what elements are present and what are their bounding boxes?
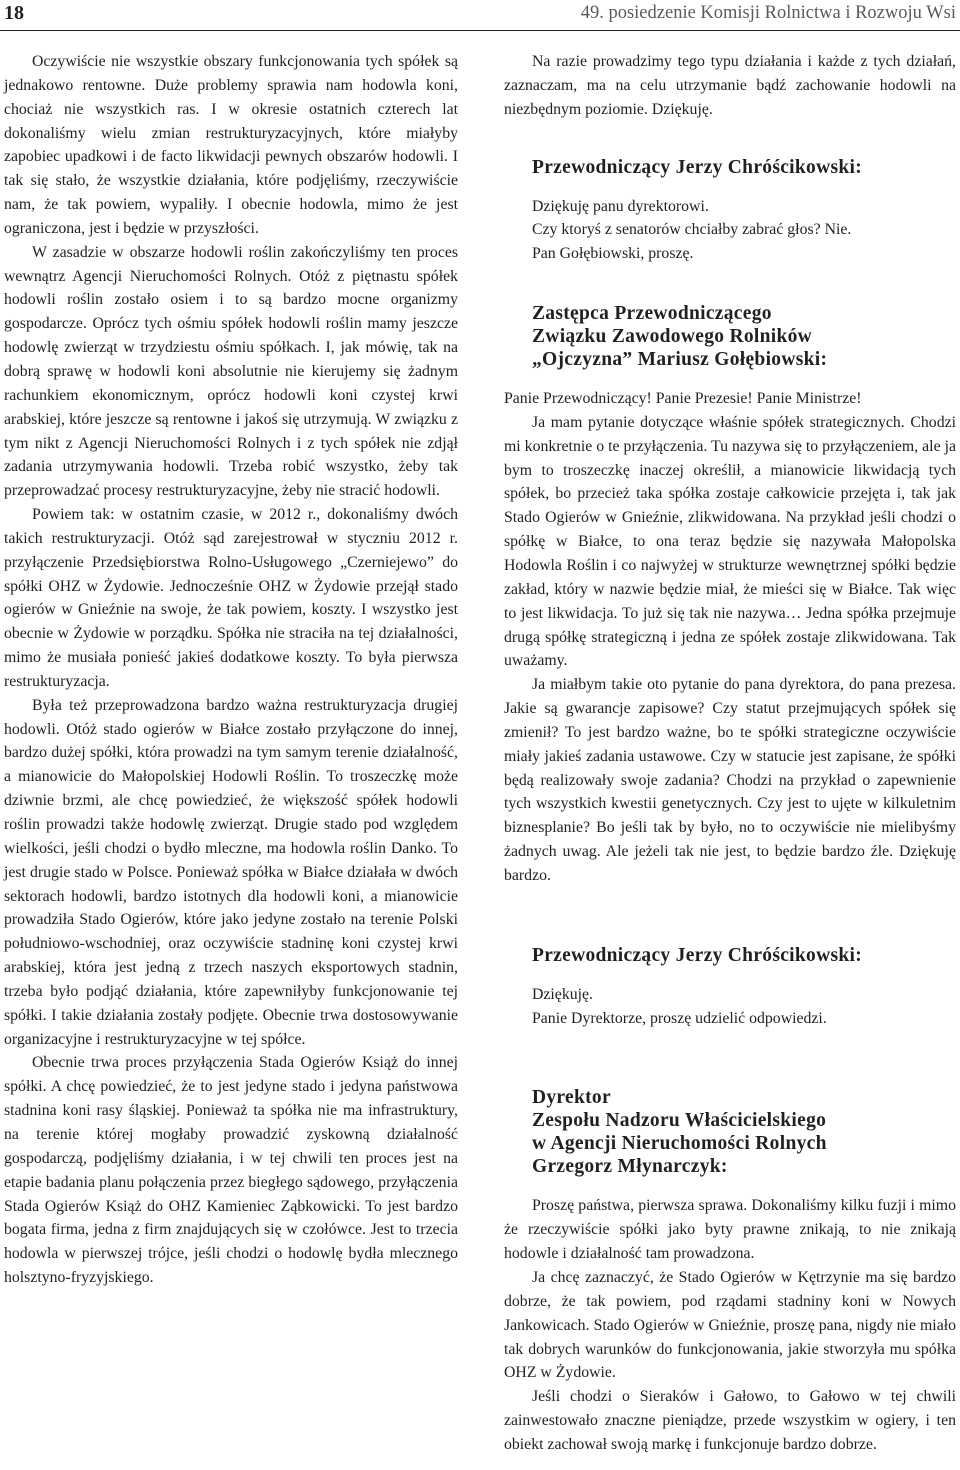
header-rule	[0, 30, 960, 31]
speaker-name: Przewodniczący Jerzy Chróścikowski:	[532, 156, 863, 178]
paragraph: Oczywiście nie wszystkie obszary funkcjonowania tych spółek są jednakowo rentowne. Duże problemy sprawia nam hodowla koni, chociaż nie wszystkich ras. I w okresie ostatnich czterech lat dokonaliśmy wielu zmian restrukturyzacyjnych, które miałyby zapobiec upadkowi i de facto likwidacji pewnych obszarów hodowli. I tak się stało, że wszystkie działania, które podjęliśmy, rzeczywiście nam, że tak powiem, wypaliły. I obecnie hodowla, mimo że jest ograniczona, jest i będzie w przyszłości.	[4, 53, 458, 237]
page-number: 18	[4, 2, 24, 24]
left-column	[4, 50, 458, 1290]
speaker-name-line: Związku Zawodowego Rolników	[532, 326, 813, 348]
speaker-heading	[504, 1086, 956, 1178]
speaker-heading	[504, 302, 956, 371]
paragraph: Na razie prowadzimy tego typu działania i każde z tych działań, zaznaczam, ma na celu utrzymanie bądź zachowanie hodowli na niezbędnym poziomie. Dziękuję.	[504, 53, 956, 118]
statement-line: Czy ktoryś z senatorów chciałby zabrać głos? Nie.	[532, 221, 852, 239]
paragraph: Powiem tak: w ostatnim czasie, w 2012 r., dokonaliśmy dwóch takich restrukturyzacji. Otóż sąd zarejestrował w styczniu 2012 r. przyłączenie Przedsiębiorstwa Rolno-Usługowego „Czerniejewo” do spółki OHZ w Żydowie. Jednocześnie OHZ w Żydowie przejął stado ogierów w Gnieźnie na swoje, że tak powiem, koszty. I wszystko jest obecnie w Żydowie w porządku. Spółka nie straciła na tej działalności, mimo że musiała ponieść jakieś dodatkowe koszty. To była pierwsza restrukturyzacja.	[4, 506, 458, 690]
page-header	[0, 0, 960, 32]
paragraph: Proszę państwa, pierwsza sprawa. Dokonaliśmy kilku fuzji i mimo że rzeczywiście spółki jako byty prawne znikają, to nie znikają hodowle i działalność tam prowadzona.	[504, 1197, 956, 1263]
speaker-heading	[504, 944, 956, 967]
speaker-name-line: w Agencji Nieruchomości Rolnych	[532, 1133, 827, 1155]
speaker-name-line: Zastępca Przewodniczącego	[532, 303, 772, 325]
paragraph: Panie Przewodniczący! Panie Prezesie! Panie Ministrze!	[504, 390, 862, 408]
paragraph: Jeśli chodzi o Sieraków i Gałowo, to Gałowo w tej chwili zainwestowało znaczne pieniądze, przede wszystkim w ogiery, i ten obiekt zachował swoją markę i funkcjonuje bardzo dobrze.	[504, 1388, 956, 1453]
right-column	[504, 50, 956, 1457]
statement-line: Panie Dyrektorze, proszę udzielić odpowiedzi.	[532, 1009, 827, 1027]
speaker-name-line: Dyrektor	[532, 1087, 611, 1109]
paragraph: W zasadzie w obszarze hodowli roślin zakończyliśmy ten proces wewnątrz Agencji Nieruchomości Rolnych. Otóż z piętnastu spółek hodowli roślin zostało osiem i to są bardzo mocne organizmy gospodarcze. Oprócz tych ośmiu spółek hodowli roślin mamy jeszcze hodowlę zwierząt w trzydziestu ośmiu spółkach. I, jak mówię, tak na dobrą sprawę w hodowli koni absolutnie nie kierujemy się żadnym rachunkiem ekonomicznym, oprócz hodowli koni czystej krwi arabskiej, które jeszcze są rentowne i jakoś się utrzymują. W związku z tym nikt z Agencji Nieruchomości Rolnych i z tych spółek nie zdjął zadania utrzymywania hodowli. Trzeba robić wszystko, żeby tak przeprowadzać procesy restrukturyzacyjne, żeby nie stracić hodowli.	[4, 243, 458, 500]
speaker-name-line: Zespołu Nadzoru Właścicielskiego	[532, 1110, 827, 1132]
paragraph: Ja miałbym takie oto pytanie do pana dyrektora, do pana prezesa. Jakie są gwarancje zapisowe? Czy statut przejmujących spółek się zmienił? To jest bardzo ważne, bo te spółki strategiczne oczywiście miały jakieś zadania ustawowe. Czy w statucie jest zapisane, że spółki będą realizowały swoje zadania? Chodzi na przykład o zapewnienie tych wszystkich kwestii genetycznych. Czy jest to ujęte w kilkuletnim biznesplanie? Bo jeśli tak by było, no to oczywiście nie mielibyśmy żadnych uwag. Ale jeżeli tak nie jest, to będzie bardzo źle. Dziękuję bardzo.	[504, 676, 956, 884]
statement-line: Pan Gołębiowski, proszę.	[532, 245, 694, 263]
speaker-name-line: Grzegorz Młynarczyk:	[532, 1156, 728, 1178]
speaker-heading	[504, 156, 956, 179]
paragraph: Ja mam pytanie dotyczące właśnie spółek strategicznych. Chodzi mi konkretnie o te przyłączenia. Tu nazywa się to przyłączeniem, ale ja bym to troszeczkę inaczej określił, a mianowicie likwidacją tych spółek, bo przecież taka spółka zostaje całkowicie przejęta i, tak jak Stado Ogierów w Gnieźnie, zlikwidowana. Na przykład jeśli chodzi o spółkę w Białce, to ona teraz będzie się nazywała Małopolska Hodowla Roślin i co najwyżej w strukturze wewnętrznej spółki będzie zakład, który w nazwie będzie miał, że mieści się w Białce. Tak więc to jest likwidacja. To już się tak nie nazywa… Jedna spółka przejmuje drugą spółkę strategiczną i jedna ze spółek zostaje zlikwidowana. Tak uważamy.	[504, 413, 956, 670]
statement-line: Dziękuję panu dyrektorowi.	[532, 197, 709, 215]
statement-line: Dziękuję.	[532, 985, 593, 1003]
speaker-name-line: „Ojczyzna” Mariusz Gołębiowski:	[532, 349, 828, 371]
speaker-name: Przewodniczący Jerzy Chróścikowski:	[532, 944, 863, 966]
paragraph: Była też przeprowadzona bardzo ważna restrukturyzacja drugiej hodowli. Otóż stado ogierów w Białce zostało przyłączone do innej, bardzo dużej spółki, która prowadzi na tym samym terenie działalność, a mianowicie do Małopolskiej Hodowli Roślin. To troszeczkę może dziwnie brzmi, ale chcę powiedzieć, że większość spółek hodowli roślin prowadzi także hodowlę zwierząt. Drugie stado pod względem wielkości, jeśli chodzi o bydło mleczne, ma hodowla roślin Danko. To jest drugie stado w Polsce. Ponieważ spółka w Białce działała w dwóch sektorach hodowli, bardzo istotnych dla hodowli koni, a mianowicie prowadziła Stado Ogierów, które jako jedyne zostało na terenie Polski południowo-wschodniej, oraz oczywiście stadninę koni czystej krwi arabskiej, która jest jedną z trzech naszych eksportowych stadnin, trzeba było podjąć działania, które zapewniłyby funkcjonowanie tej spółki. I takie działania zostały podjęte. Obecnie trwa dostosowywanie organizacyjne i restrukturyzacyjne w tej spółce.	[4, 696, 458, 1048]
running-head: 49. posiedzenie Komisji Rolnictwa i Rozwoju Wsi	[580, 3, 956, 23]
paragraph: Ja chcę zaznaczyć, że Stado Ogierów w Kętrzynie ma się bardzo dobrze, że tak powiem, pod rządami stadniny koni w Nowych Jankowicach. Stado Ogierów w Gnieźnie, proszę pana, nigdy nie miało tak dobrych warunków do funkcjonowania, jakie stworzyła mu spółka OHZ w Żydowie.	[504, 1269, 956, 1382]
paragraph: Obecnie trwa proces przyłączenia Stada Ogierów Książ do innej spółki. A chcę powiedzieć, że to jest jedyne stado i jedyna państwowa stadnina koni rasy śląskiej. Ponieważ ta spółka nie ma infrastruktury, na terenie której mogłaby prowadzić zyskowną działalność gospodarczą, podjęliśmy działania, i w tej chwili ten proces jest na etapie badania planu połączenia przez biegłego sądowego, przyłączenia Stada Ogierów Książ do OHZ Kamieniec Ząbkowicki. To jest bardzo bogata firma, jedna z firm znajdujących się w czołówce. Jest to trzecia hodowla w pierwszej trójce, jeśli chodzi o hodowlę bydła mlecznego holsztyno-fryzyjskiego.	[4, 1054, 458, 1287]
